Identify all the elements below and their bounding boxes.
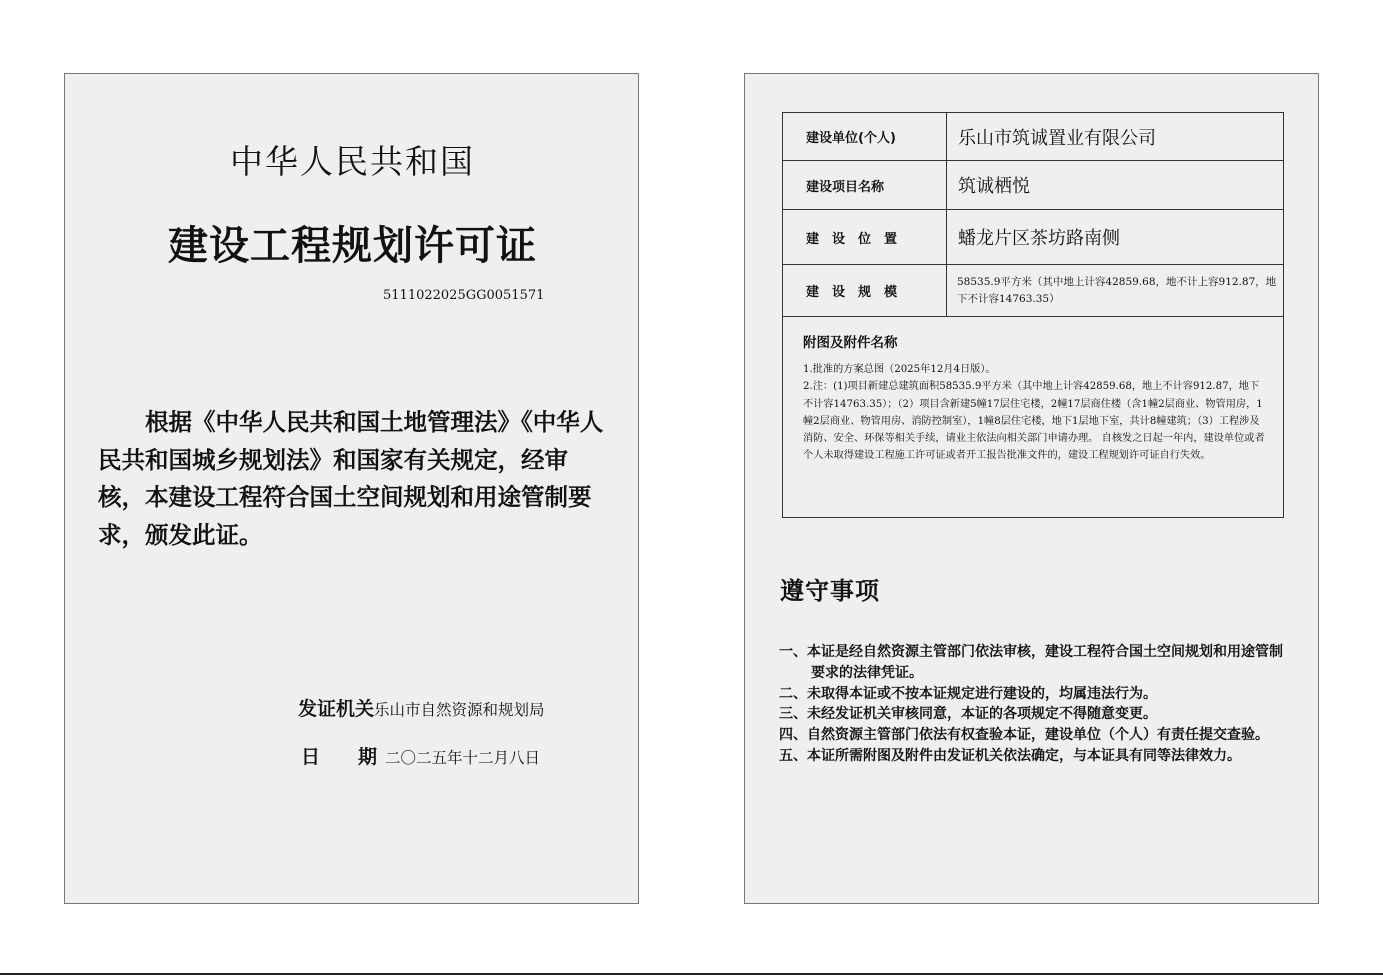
certificate-cover-page bbox=[64, 73, 639, 904]
table-row bbox=[783, 265, 1284, 317]
attachment-item-2: 2.注：(1)项目新建总建筑面积58535.9平方米（其中地上计容42859.68，地上不计容912.87，地下不计容14763.35）；（2）项目含新建5幢17层住宅楼，2幢17层商住楼（含1幢2层商业、物管用房，1幢2层商业、物管用房、消防控制室），1幢8层住宅楼，地下1层地下室，共计8幢建筑；（3）工程涉及消防、安全、环保等相关手续，请业主依法向相关部门申请办理。 自核发之日起一年内，建设单位或者个人未取得建设工程施工许可证或者开工报告批准文件的，建设工程规划许可证自行失效。 bbox=[803, 381, 1265, 462]
table-row bbox=[783, 161, 1284, 210]
row-label-location: 建设位置 bbox=[783, 210, 947, 265]
date-value: 二〇二五年十二月八日 bbox=[385, 749, 541, 767]
issuer-value: 乐山市自然资源和规划局 bbox=[374, 701, 545, 719]
row-label-project-name: 建设项目名称 bbox=[783, 161, 947, 210]
notice-title: 遵守事项 bbox=[780, 577, 880, 605]
notice-item: 二、未取得本证或不按本证规定进行建设的，均属违法行为。 bbox=[779, 685, 1157, 702]
issuer-label: 发证机关 bbox=[298, 698, 375, 720]
row-value-scale: 58535.9平方米（其中地上计容42859.68，地不计上容912.87，地下不计容14763.35） bbox=[947, 265, 1284, 317]
bottom-divider bbox=[0, 973, 1383, 975]
notice-item: 五、本证所需附图及附件由发证机关依法确定，与本证具有同等法律效力。 bbox=[779, 747, 1241, 764]
notice-item: 四、自然资源主管部门依法有权查验本证，建设单位（个人）有责任提交查验。 bbox=[779, 727, 1269, 744]
notice-item: 三、未经发证机关审核同意，本证的各项规定不得随意变更。 bbox=[779, 706, 1157, 723]
attachment-item-1: 1.批准的方案总图（2025年12月4日版）。 bbox=[803, 364, 996, 375]
table-row bbox=[783, 210, 1284, 265]
certificate-number: 5111022025GG0051571 bbox=[383, 288, 545, 303]
row-value-builder: 乐山市筑诚置业有限公司 bbox=[947, 113, 1284, 161]
issuer-line bbox=[298, 694, 545, 721]
project-info-table bbox=[782, 112, 1284, 518]
notice-list bbox=[779, 642, 1287, 767]
row-value-location: 蟠龙片区茶坊路南侧 bbox=[947, 210, 1284, 265]
date-label: 日 期 bbox=[301, 746, 378, 768]
row-label-scale: 建设规模 bbox=[783, 265, 947, 317]
table-row bbox=[783, 113, 1284, 161]
table-row bbox=[783, 317, 1284, 518]
attachments-label: 附图及附件名称 bbox=[803, 335, 898, 351]
notice-item: 一、本证是经自然资源主管部门依法审核，建设工程符合国土空间规划和用途管制要求的法律凭证。 bbox=[779, 644, 1283, 681]
certificate-preamble: 根据《中华人民共和国土地管理法》《中华人民共和国城乡规划法》和国家有关规定，经审核，本建设工程符合国土空间规划和用途管制要求，颁发此证。 bbox=[98, 408, 604, 549]
certificate-title: 建设工程规划许可证 bbox=[168, 223, 537, 269]
country-name: 中华人民共和国 bbox=[230, 142, 475, 181]
attachments-cell bbox=[783, 317, 1284, 518]
row-label-builder: 建设单位(个人) bbox=[783, 113, 947, 161]
row-value-project-name: 筑诚栖悦 bbox=[947, 161, 1284, 210]
certificate-detail-page bbox=[744, 73, 1319, 904]
date-line bbox=[301, 742, 540, 769]
